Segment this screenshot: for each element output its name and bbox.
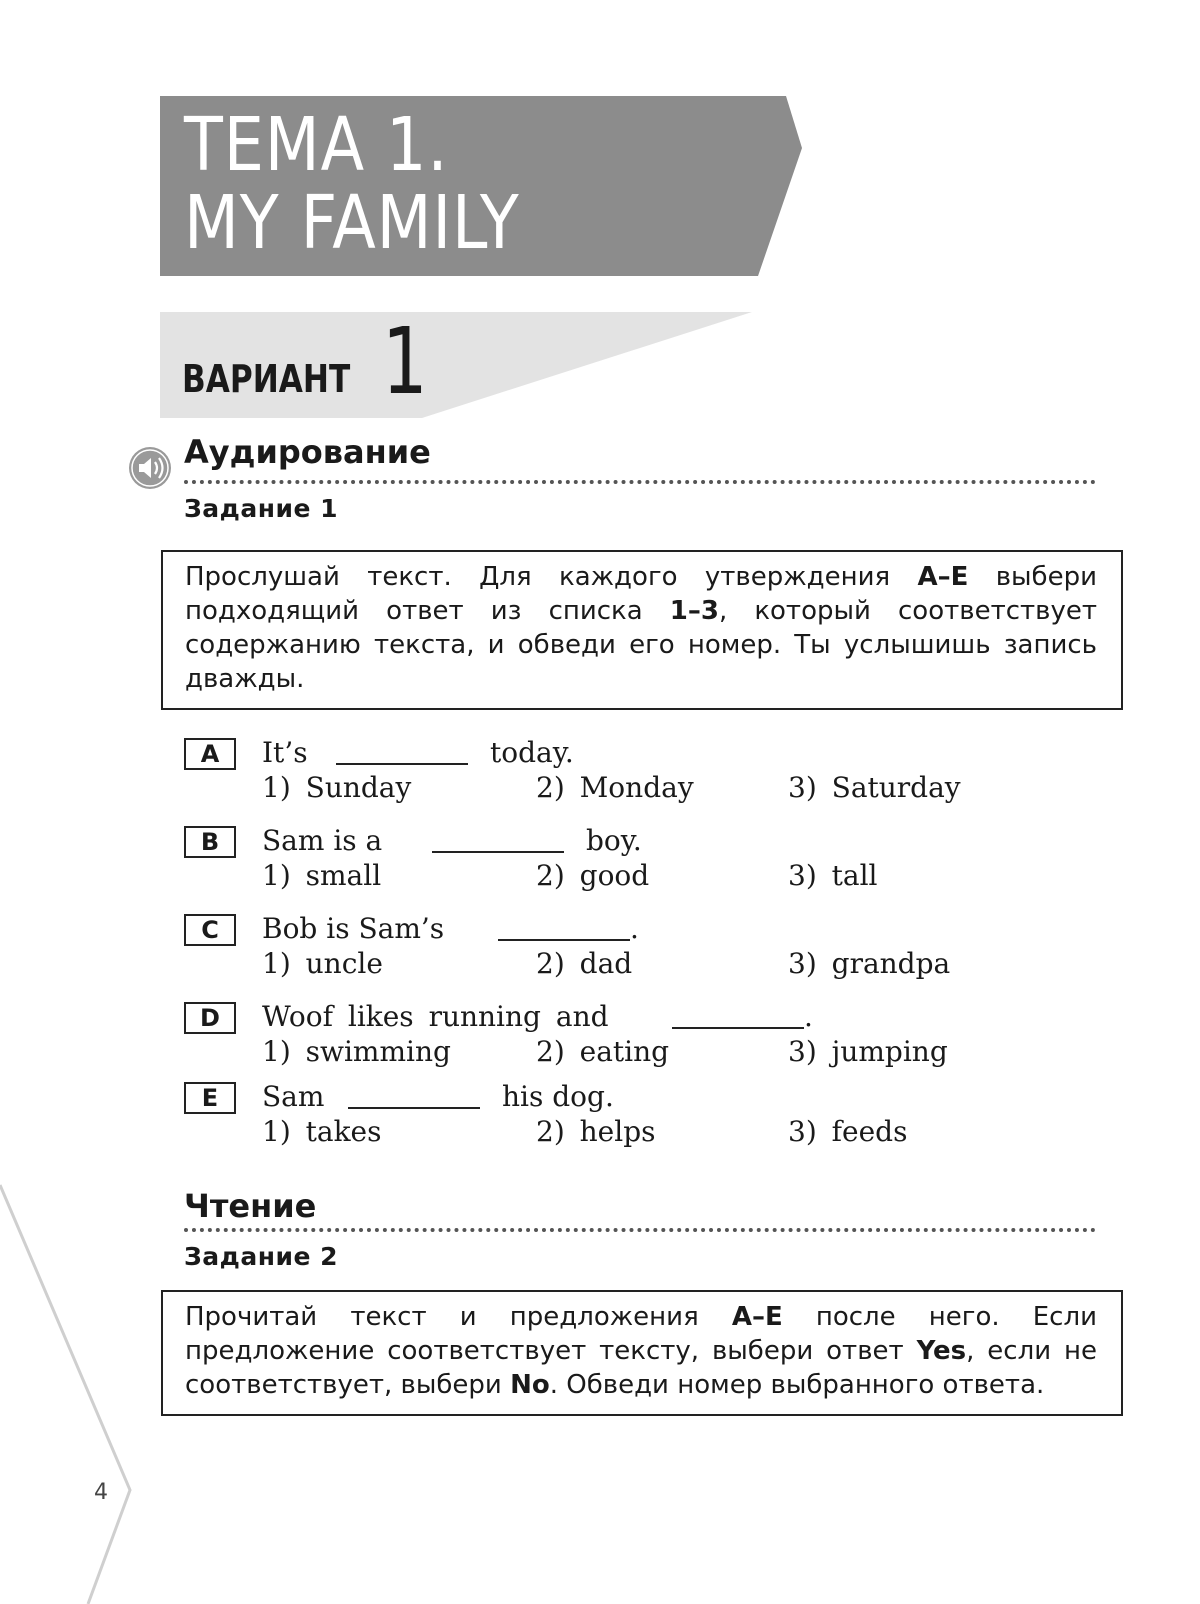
question-letter: A [184,738,236,770]
option-3[interactable]: 3) jumping [788,1035,948,1068]
question-letter: C [184,914,236,946]
instruction-bold: А–Е [917,562,969,592]
variant-banner [160,308,752,418]
speaker-icon [128,446,172,490]
answer-blank [348,1107,480,1109]
question-e [184,1080,1084,1160]
instruction-text: Прослушай текст. Для каждого утверждения [185,562,918,592]
option-1[interactable]: 1) Sunday [262,771,412,804]
question-letter: E [184,1082,236,1114]
option-1[interactable]: 1) uncle [262,947,383,980]
option-2[interactable]: 2) Monday [536,771,694,804]
instruction-text: , если не соответствует, выбери [185,1336,1097,1400]
reading-instruction-box [161,1290,1123,1416]
question-text-before: Woof likes running and [262,1000,609,1033]
variant-number: 1 [382,308,428,415]
question-c [184,912,1084,992]
question-text-before: Sam [262,1080,325,1113]
question-text-after: today. [490,736,574,769]
option-3[interactable]: 3) feeds [788,1115,908,1148]
question-letter: D [184,1002,236,1034]
instruction-text: . Обведи номер выбранного ответа. [549,1370,1045,1400]
question-text-before: Bob is Sam’s [262,912,445,945]
option-2[interactable]: 2) eating [536,1035,670,1068]
option-3[interactable]: 3) grandpa [788,947,951,980]
instruction-bold: Yes [916,1336,967,1366]
option-3[interactable]: 3) tall [788,859,878,892]
instruction-bold: No [510,1370,550,1400]
question-b [184,824,1084,904]
question-text-after: . [804,1000,813,1033]
topic-title-line-1: ТЕМА 1. [184,102,449,188]
question-text-after: boy. [586,824,642,857]
instruction-bold: 1–3 [669,596,719,626]
option-1[interactable]: 1) small [262,859,382,892]
topic-banner [160,96,802,276]
reading-divider [184,1228,1096,1232]
question-text-after: . [630,912,639,945]
listening-heading: Аудирование [184,433,431,471]
reading-heading: Чтение [184,1187,317,1225]
question-text-after: his dog. [502,1080,614,1113]
answer-blank [336,763,468,765]
question-a [184,736,1084,816]
reading-task-heading: Задание 2 [184,1242,339,1271]
topic-title-line-2: MY FAMILY [184,180,520,266]
instruction-text: после него. Если предложение соответствует тексту, выбери ответ [185,1302,1097,1366]
question-letter: B [184,826,236,858]
question-text-before: Sam is a [262,824,383,857]
question-text-before: It’s [262,736,308,769]
option-2[interactable]: 2) dad [536,947,633,980]
instruction-text: , который соответствует содержанию текста, и обведи его номер. Ты услышишь запись дважды. [185,596,1098,694]
instruction-text: выбери подходящий ответ из списка [185,562,1097,626]
listening-task-heading: Задание 1 [184,494,339,523]
instruction-bold: А–Е [731,1302,783,1332]
option-3[interactable]: 3) Saturday [788,771,961,804]
answer-blank [672,1027,804,1029]
option-2[interactable]: 2) helps [536,1115,656,1148]
option-1[interactable]: 1) swimming [262,1035,451,1068]
option-2[interactable]: 2) good [536,859,650,892]
listening-instruction-box [161,550,1123,710]
page-number: 4 [94,1480,108,1505]
answer-blank [498,939,630,941]
variant-label: ВАРИАНТ [182,357,351,401]
option-1[interactable]: 1) takes [262,1115,382,1148]
answer-blank [432,851,564,853]
instruction-text: Прочитай текст и предложения [185,1302,732,1332]
listening-divider [184,480,1096,484]
question-d [184,1000,1084,1080]
